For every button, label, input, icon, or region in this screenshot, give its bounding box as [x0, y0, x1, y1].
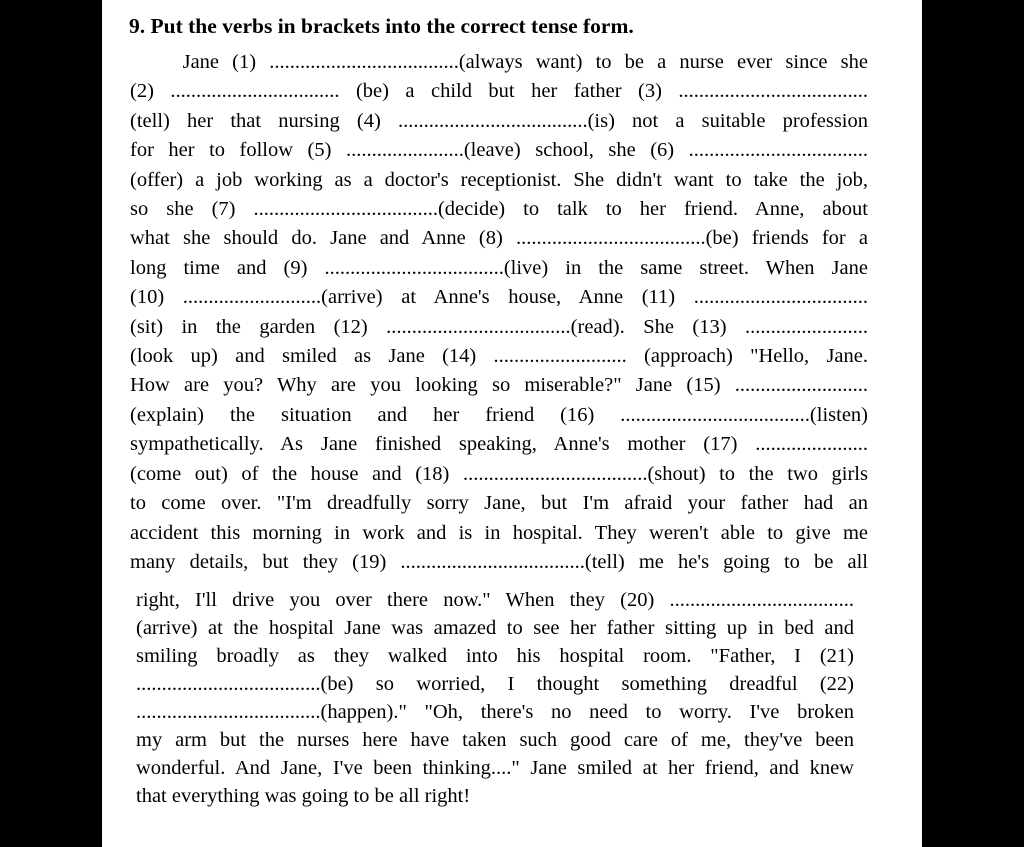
exercise-passage-bottom — [136, 586, 854, 810]
passage-line: that everything was going to be all right! — [136, 785, 471, 807]
passage-line: so she (7) ....................................(decide) to talk to her friend. Anne, about — [130, 198, 868, 221]
passage-line: long time and (9) ...................................(live) in the same street. When Jane — [130, 256, 868, 279]
passage-line: Jane (1) .....................................(always want) to be a nurse ever since she — [130, 51, 868, 73]
passage-line: (arrive) at the hospital Jane was amazed to see her father sitting up in bed and — [136, 617, 854, 639]
passage-line: (explain) the situation and her friend (16) .....................................(listen) — [130, 403, 868, 426]
passage-line: ....................................(be) so worried, I thought something dreadful (22) — [136, 673, 854, 695]
passage-line: (2) ................................. (be) a child but her father (3) ..................................... — [130, 80, 868, 103]
passage-line: right, I'll drive you over there now." When they (20) .................................... — [136, 589, 854, 611]
passage-line: my arm but the nurses here have taken such good care of me, they've been — [136, 729, 854, 751]
passage-line: (tell) her that nursing (4) .....................................(is) not a suitable profession — [130, 109, 868, 132]
passage-line: wonderful. And Jane, I've been thinking...." Jane smiled at her friend, and knew — [136, 757, 854, 779]
passage-line: accident this morning in work and is in hospital. They weren't able to give me — [130, 521, 868, 544]
passage-line: to come over. "I'm dreadfully sorry Jane, but I'm afraid your father had an — [130, 492, 868, 515]
exercise-passage-top — [130, 48, 868, 577]
passage-line: (sit) in the garden (12) ....................................(read). She (13) ........................ — [130, 315, 868, 338]
passage-line: smiling broadly as they walked into his hospital room. "Father, I (21) — [136, 645, 854, 667]
passage-line: (look up) and smiled as Jane (14) .......................... (approach) "Hello, Jane. — [130, 345, 868, 368]
worksheet-page — [102, 0, 922, 847]
passage-line: sympathetically. As Jane finished speaking, Anne's mother (17) ...................... — [130, 433, 868, 456]
passage-line: (10) ...........................(arrive) at Anne's house, Anne (11) .................................. — [130, 286, 868, 309]
passage-line: for her to follow (5) .......................(leave) school, she (6) ................................... — [130, 139, 868, 162]
passage-line: (come out) of the house and (18) ....................................(shout) to the two girls — [130, 462, 868, 485]
passage-line: (offer) a job working as a doctor's receptionist. She didn't want to take the job, — [130, 168, 868, 191]
passage-line: How are you? Why are you looking so miserable?" Jane (15) .......................... — [130, 374, 868, 397]
exercise-title: 9. Put the verbs in brackets into the correct tense form. — [129, 14, 634, 38]
passage-line: ....................................(happen)." "Oh, there's no need to worry. I've broken — [136, 701, 854, 723]
passage-line: many details, but they (19) ....................................(tell) me he's going to be all — [130, 550, 868, 573]
passage-line: what she should do. Jane and Anne (8) .....................................(be) friends for a — [130, 227, 868, 250]
